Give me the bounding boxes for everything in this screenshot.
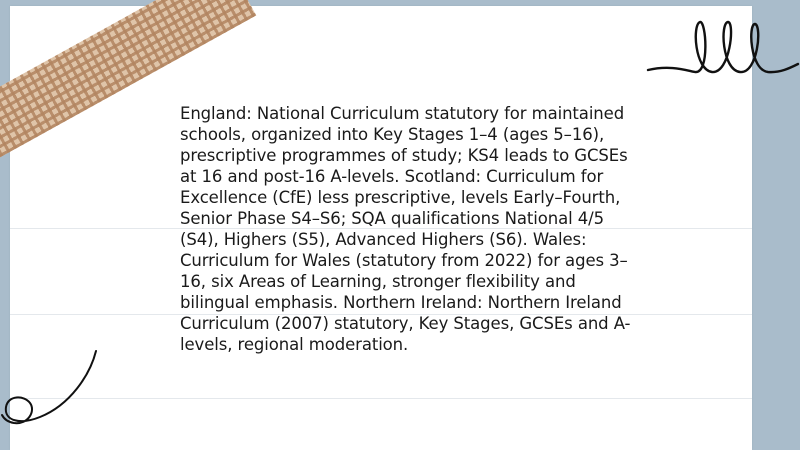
paper-rule-line [10, 398, 752, 399]
body-text: England: National Curriculum statutory for maintained schools, organized into Key Stages 1–4 (ages 5–16), prescriptive programmes of study; KS4 leads to GCSEs at 16 and post-16 A-levels. Scotland: Curriculum for Excellence (CfE) less prescriptive, levels Early–Fourth, Senior Phase S4–S6; SQA qualifications National 4/5 (S4), Highers (S5), Advanced Highers (S6). Wales: Curriculum for Wales (statutory from 2022) for ages 3–16, six Areas of Learning, stronger flexibility and bilingual emphasis. Northern Ireland: Northern Ireland Curriculum (2007) statutory, Key Stages, GCSEs and A-levels, regional moderation. [180, 104, 631, 354]
loop-squiggle-bottom-icon [0, 345, 110, 435]
loop-squiggle-top-icon [640, 10, 800, 90]
